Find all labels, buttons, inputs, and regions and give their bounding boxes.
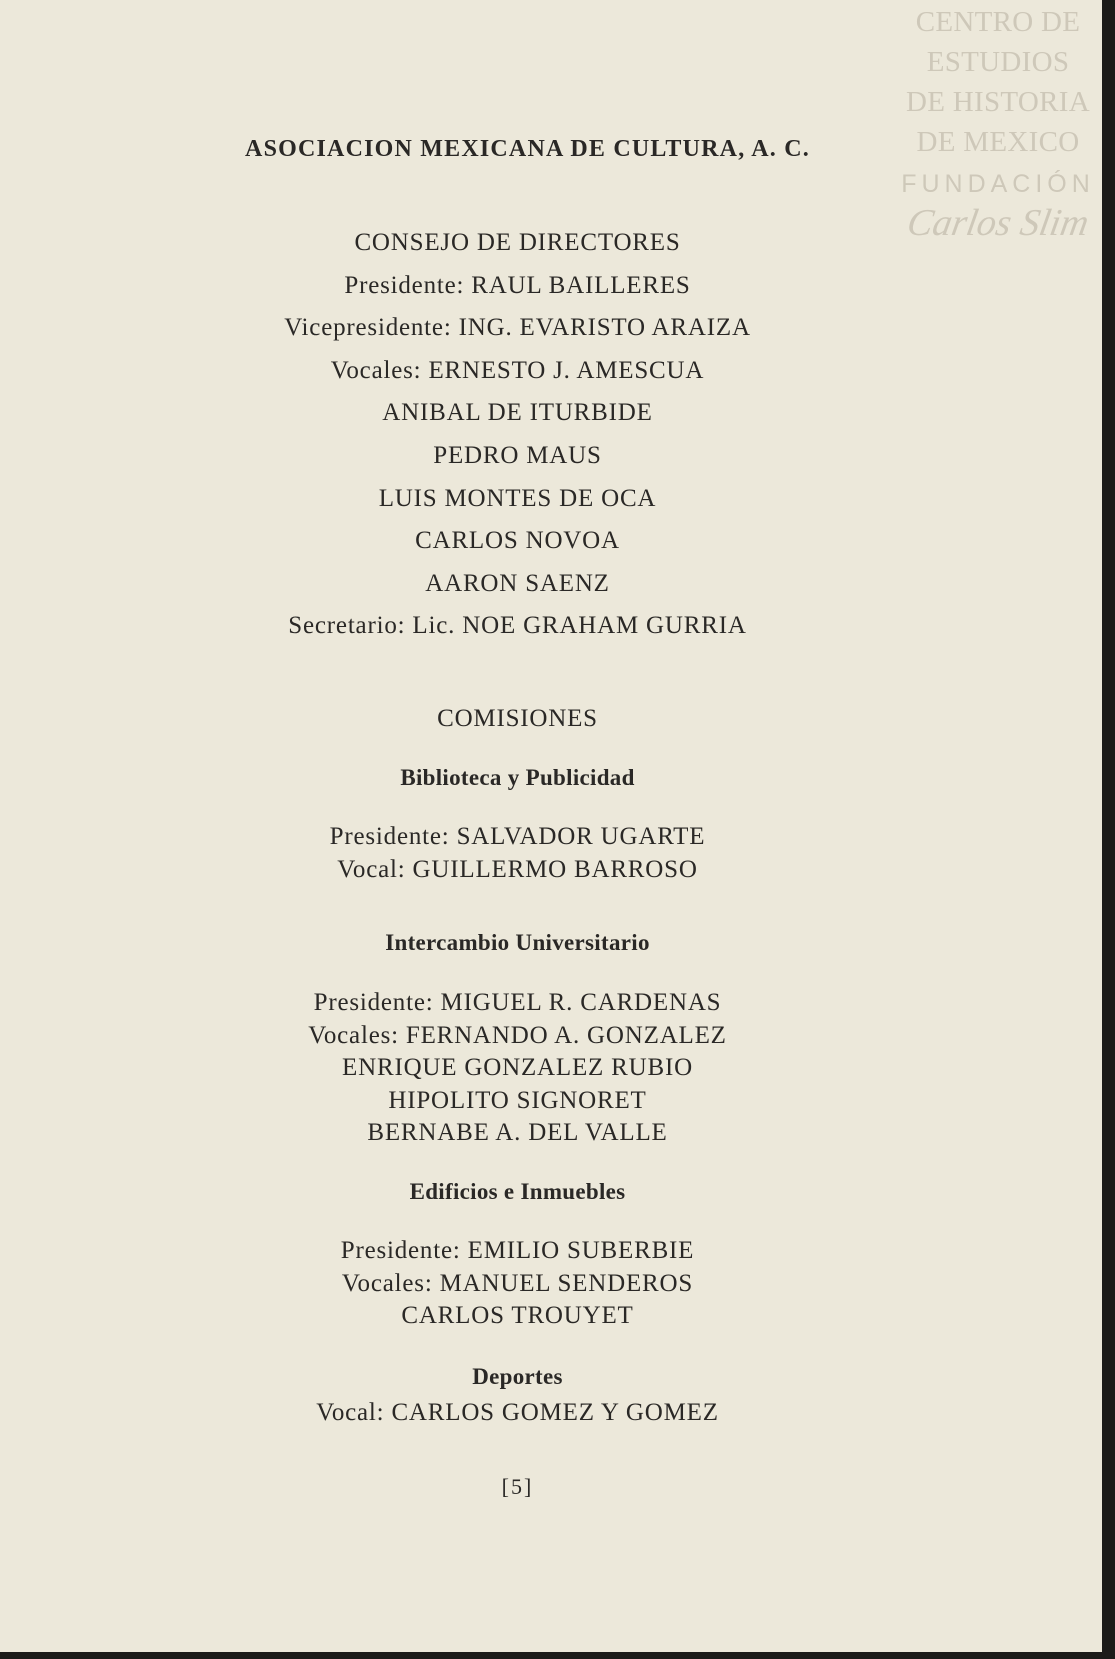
archive-watermark [893, 2, 1103, 245]
watermark-foundation: FUNDACIÓN [901, 170, 1095, 198]
biblioteca-title: Biblioteca y Publicidad [400, 765, 635, 790]
consejo-section [140, 222, 895, 648]
comisiones-heading: COMISIONES [437, 705, 598, 732]
edificios-title: Edificios e Inmuebles [409, 1179, 626, 1204]
member-line: BERNABE A. DEL VALLE [367, 1119, 668, 1146]
watermark-line: CENTRO DE [915, 6, 1081, 38]
consejo-line: ANIBAL DE ITURBIDE [382, 399, 653, 427]
member-line: Vocales: FERNANDO A. GONZALEZ [308, 1021, 727, 1049]
association-title: ASOCIACION MEXICANA DE CULTURA, A. C. [245, 136, 810, 162]
deportes-members [140, 1397, 895, 1430]
consejo-line: Vicepresidente: ING. EVARISTO ARAIZA [284, 314, 751, 342]
consejo-line: LUIS MONTES DE OCA [378, 484, 657, 512]
deportes-title: Deportes [472, 1364, 563, 1389]
member-line: Vocal: GUILLERMO BARROSO [337, 855, 698, 883]
member-line: Presidente: EMILIO SUBERBIE [340, 1237, 695, 1264]
edificios-members [140, 1235, 895, 1333]
watermark-signature: Carlos Slim [904, 202, 1092, 244]
member-line: HIPOLITO SIGNORET [388, 1086, 647, 1114]
page-number: [5] [501, 1474, 534, 1499]
member-line: Vocal: CARLOS GOMEZ Y GOMEZ [316, 1399, 719, 1426]
member-line: ENRIQUE GONZALEZ RUBIO [342, 1054, 693, 1081]
member-line: Vocales: MANUEL SENDEROS [341, 1269, 694, 1297]
member-line: CARLOS TROUYET [401, 1302, 634, 1329]
member-line: Presidente: MIGUEL R. CARDENAS [313, 989, 722, 1016]
intercambio-members [140, 987, 895, 1150]
consejo-line: PEDRO MAUS [433, 441, 602, 469]
watermark-line: DE HISTORIA [905, 86, 1090, 118]
consejo-line: AARON SAENZ [425, 569, 610, 597]
member-line: Presidente: SALVADOR UGARTE [329, 823, 706, 850]
watermark-line: DE MEXICO [916, 126, 1080, 158]
watermark-line: ESTUDIOS [926, 46, 1070, 78]
consejo-line: CARLOS NOVOA [415, 527, 620, 555]
biblioteca-members [140, 821, 895, 886]
consejo-line: Presidente: RAUL BAILLERES [344, 271, 691, 299]
consejo-line: Vocales: ERNESTO J. AMESCUA [330, 356, 705, 384]
consejo-line: Secretario: Lic. NOE GRAHAM GURRIA [288, 612, 747, 640]
intercambio-title: Intercambio Universitario [385, 930, 650, 955]
consejo-heading: CONSEJO DE DIRECTORES [354, 229, 681, 256]
